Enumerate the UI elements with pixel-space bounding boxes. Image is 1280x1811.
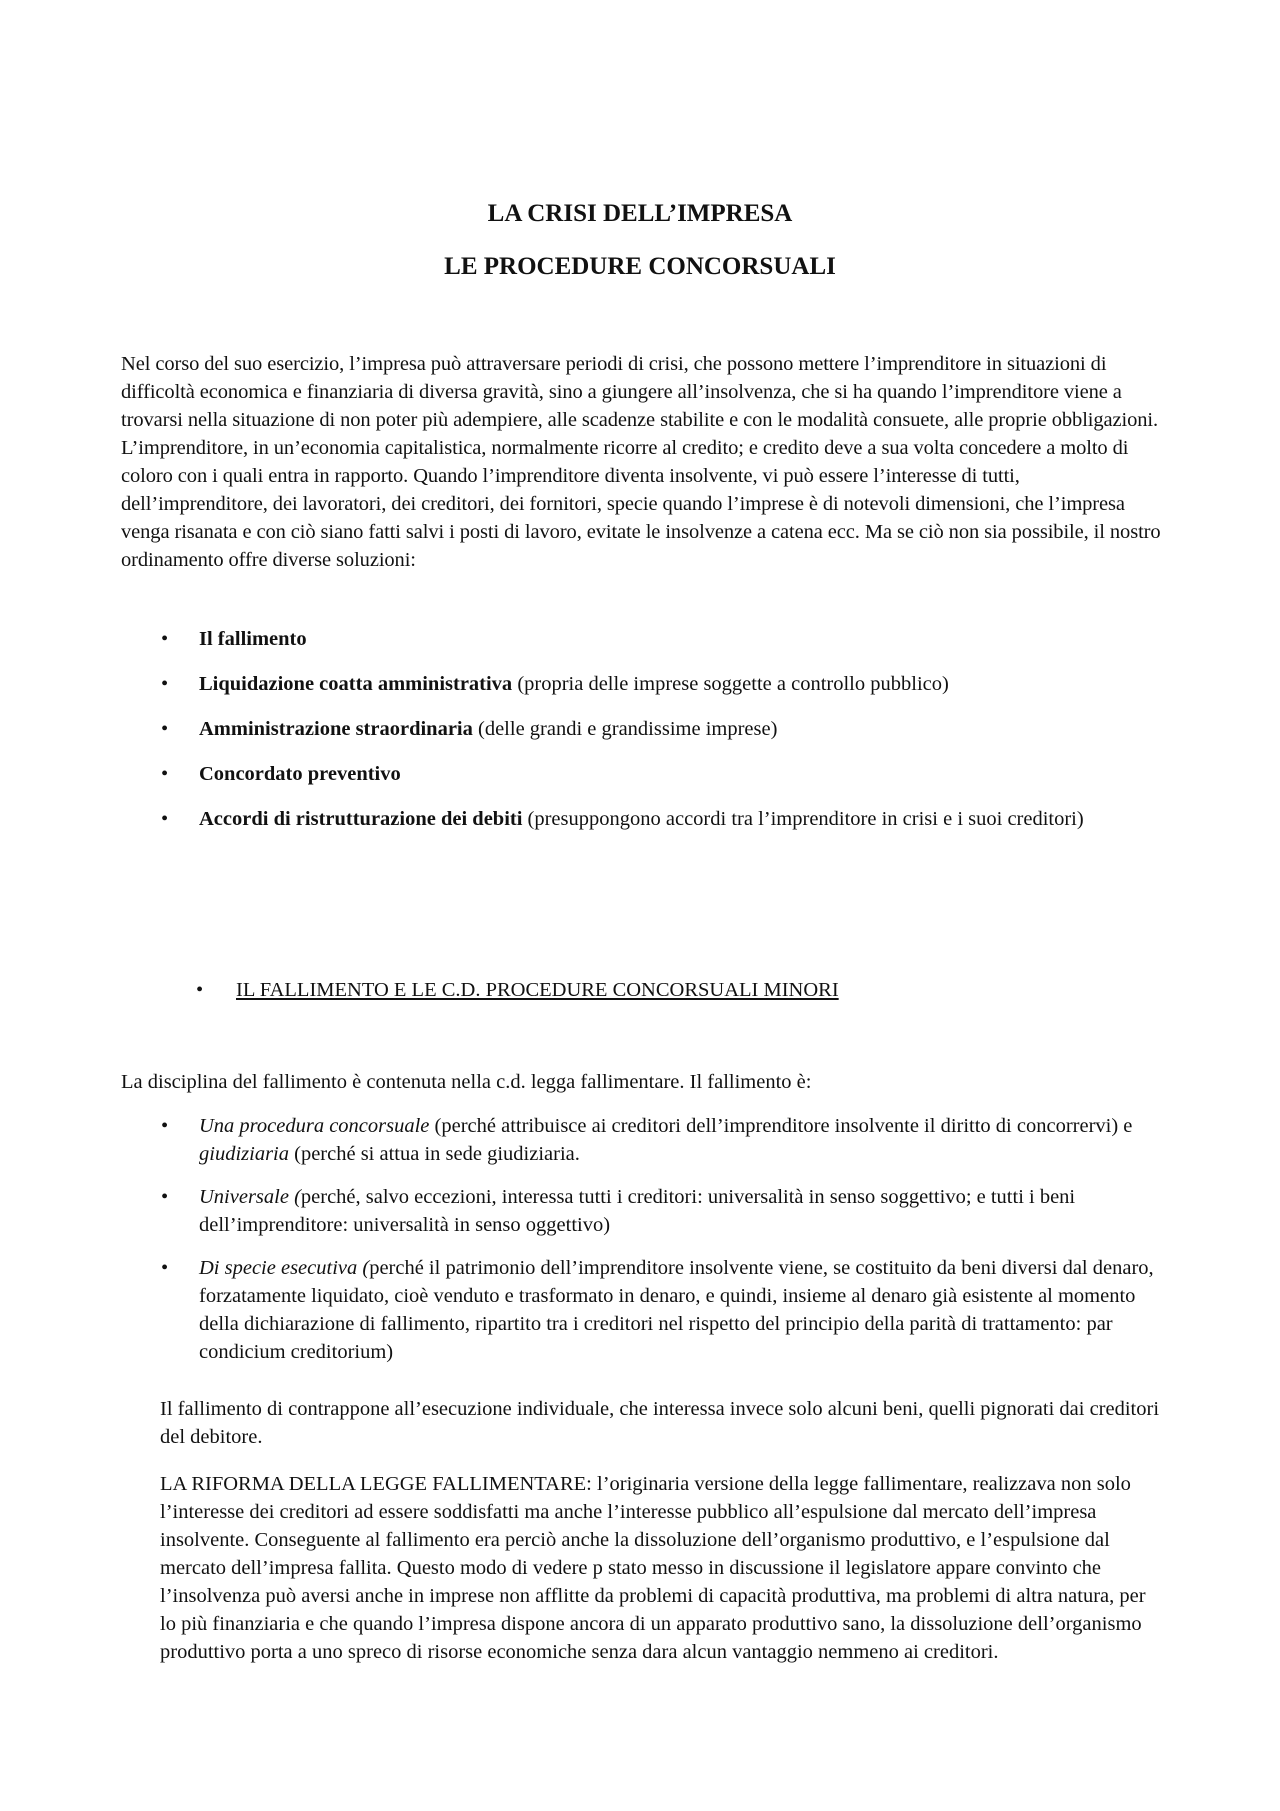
- list-item: [121, 1112, 1166, 1168]
- list-item: [121, 805, 1166, 833]
- list-item: [121, 715, 1166, 743]
- bullet-icon: •: [161, 763, 169, 785]
- bullet-icon: •: [196, 979, 204, 1001]
- explanation: (perché si attua in sede giudiziaria.: [289, 1143, 580, 1165]
- document-subtitle: LE PROCEDURE CONCORSUALI: [444, 253, 836, 280]
- term: Una procedura concorsuale: [199, 1115, 430, 1137]
- list-item-title: Concordato preventivo: [199, 763, 401, 785]
- explanation: (perché attribuisce ai creditori dell’imprenditore insolvente il diritto di concorrervi) e: [429, 1115, 1133, 1137]
- list-item-title: Liquidazione coatta amministrativa: [199, 673, 513, 695]
- list-item-detail: (delle grandi e grandissime imprese): [472, 718, 778, 740]
- bullet-icon: •: [161, 1257, 169, 1279]
- list-item: [121, 1183, 1166, 1239]
- list-item-title: Amministrazione straordinaria: [199, 718, 473, 740]
- section-heading-text: IL FALLIMENTO E LE C.D. PROCEDURE CONCORSUALI MINORI: [236, 979, 839, 1001]
- list-item-title: Il fallimento: [199, 628, 307, 650]
- term: Di specie esecutiva (: [199, 1257, 370, 1279]
- bullet-icon: •: [161, 718, 169, 740]
- bullet-icon: •: [161, 1186, 169, 1208]
- list-item: [121, 625, 1166, 653]
- list-item: [121, 1254, 1166, 1366]
- list-item-detail: (propria delle imprese soggette a controllo pubblico): [512, 673, 949, 695]
- list-item-detail: (presuppongono accordi tra l’imprenditore in crisi e i suoi creditori): [522, 808, 1084, 830]
- characteristics-list: [121, 1112, 1166, 1381]
- bullet-icon: •: [161, 808, 169, 830]
- list-item: [121, 760, 1166, 788]
- fallimento-intro-paragraph: La disciplina del fallimento è contenuta nella c.d. legga fallimentare. Il fallimento è:: [121, 1071, 812, 1093]
- document-title: LA CRISI DELL’IMPRESA: [487, 200, 793, 227]
- bullet-icon: •: [161, 628, 169, 650]
- list-item-title: Accordi di ristrutturazione dei debiti: [199, 808, 523, 830]
- term: Universale (: [199, 1186, 301, 1208]
- explanation: perché, salvo eccezioni, interessa tutti i creditori: universalità in senso soggettivo; e tutti i beni dell’imprenditore: universalità in senso oggettivo): [199, 1186, 1076, 1236]
- list-item: [121, 670, 1166, 698]
- explanation: perché il patrimonio dell’imprenditore insolvente viene, se costituito da beni diversi dal denaro, forzatamente liquidato, cioè venduto e trasformato in denaro, e quindi, insieme al denaro già esistente al momento della dichiarazione di fallimento, ripartito tra i creditori nel rispetto del principio della parità di trattamento: par condicium creditorium): [199, 1257, 1154, 1363]
- riforma-paragraph: LA RIFORMA DELLA LEGGE FALLIMENTARE: l’originaria versione della legge fallimentare, realizzava non solo l’interesse dei creditori ad essere soddisfatti ma anche l’interesse pubblico all’espulsione dal mercato dell’impresa insolvente. Conseguente al fallimento era perciò anche la dissoluzione dell’organismo produttivo, e l’espulsione dal mercato dell’impresa fallita. Questo modo di vedere p stato messo in discussione il legislatore appare convinto che l’insolvenza può aversi anche in imprese non afflitte da problemi di capacità produttiva, ma problemi di altra natura, per lo più finanziaria e che quando l’impresa dispone ancora di un apparato produttivo sano, la dissoluzione dell’organismo produttivo porta a uno spreco di risorse economiche senza dara alcun vantaggio nemmeno ai creditori.: [160, 1473, 1146, 1663]
- solutions-list: [121, 625, 1166, 850]
- term: giudiziaria: [199, 1143, 289, 1165]
- contrast-paragraph: Il fallimento di contrappone all’esecuzione individuale, che interessa invece solo alcuni beni, quelli pignorati dai creditori del debitore.: [160, 1398, 1160, 1448]
- bullet-icon: •: [161, 1115, 169, 1137]
- bullet-icon: •: [161, 673, 169, 695]
- intro-paragraph: Nel corso del suo esercizio, l’impresa può attraversare periodi di crisi, che possono mettere l’imprenditore in situazioni di difficoltà economica e finanziaria di diversa gravità, sino a giungere all’insolvenza, che si ha quando l’imprenditore viene a trovarsi nella situazione di non poter più adempiere, alle scadenze stabilite e con le modalità consuete, alle proprie obbligazioni. L’imprenditore, in un’economia capitalistica, normalmente ricorre al credito; e credito deve a sua volta concedere a molto di coloro con i quali entra in rapporto. Quando l’imprenditore diventa insolvente, vi può essere l’interesse di tutti, dell’imprenditore, dei lavoratori, dei creditori, dei fornitori, specie quando l’imprese è di notevoli dimensioni, che l’impresa venga risanata e con ciò siano fatti salvi i posti di lavoro, evitate le insolvenze a catena ecc. Ma se ciò non sia possibile, il nostro ordinamento offre diverse soluzioni:: [121, 353, 1161, 571]
- section-heading: [196, 976, 1096, 1004]
